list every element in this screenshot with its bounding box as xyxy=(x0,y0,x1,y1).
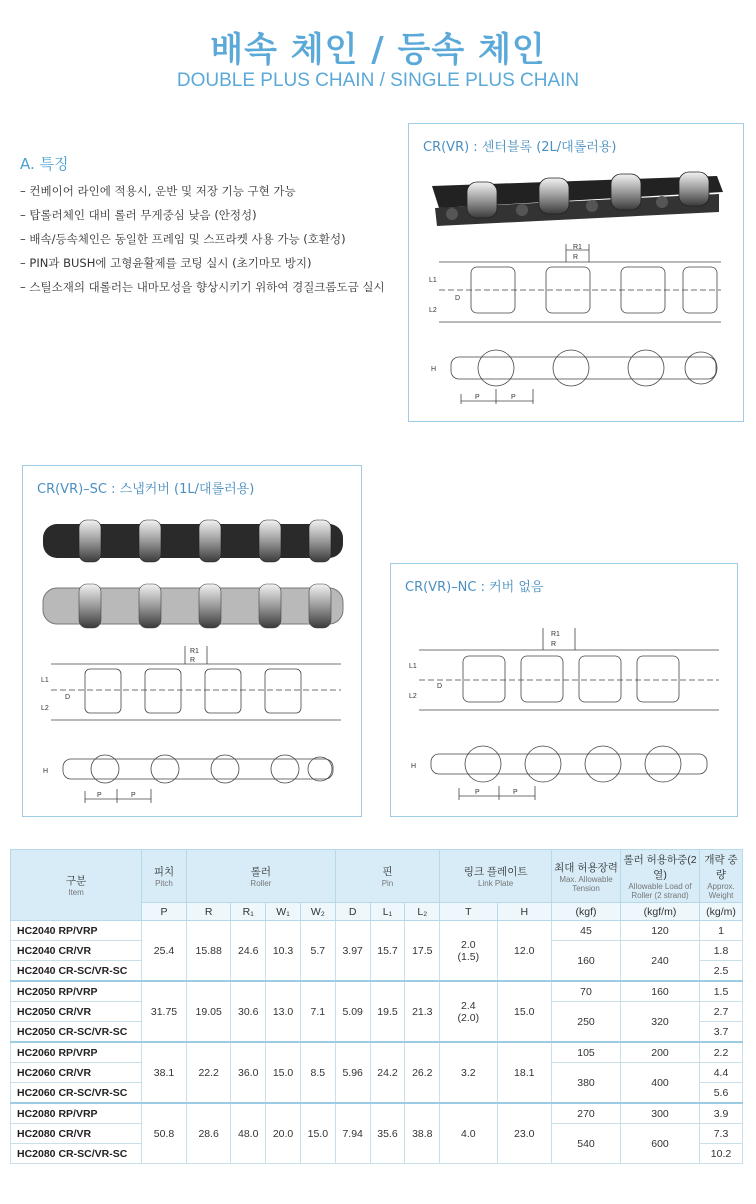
header-tension: 최대 허용장력 Max. Allowable Tension xyxy=(552,850,621,903)
table-cell: 50.8 xyxy=(142,1103,187,1164)
table-cell: 3.97 xyxy=(335,921,370,982)
table-cell: 160 xyxy=(552,941,621,982)
table-cell: 5.96 xyxy=(335,1042,370,1103)
table-cell: 24.2 xyxy=(370,1042,405,1103)
table-cell: HC2080 RP/VRP xyxy=(11,1103,142,1124)
l1-label: L1 xyxy=(409,663,417,670)
feature-item: – 배속/등속체인은 동일한 프레임 및 스프라켓 사용 가능 (호환성) xyxy=(20,232,346,246)
p-label: P xyxy=(511,394,516,401)
p-label: P xyxy=(97,792,102,799)
table-cell: 3.2 xyxy=(440,1042,497,1103)
features-section xyxy=(20,153,390,304)
table-cell: 4.0 xyxy=(440,1103,497,1164)
d-label: D xyxy=(455,295,461,302)
table-cell: 10.2 xyxy=(700,1144,743,1164)
table-cell: 400 xyxy=(621,1063,700,1104)
l1-label: L1 xyxy=(429,277,437,284)
table-cell: HC2040 CR-SC/VR-SC xyxy=(11,961,142,982)
chain-top-drawing-cr xyxy=(421,242,731,332)
chain-photo-sc-silver xyxy=(39,582,349,632)
chain-photo-sc-dark xyxy=(39,516,349,566)
l2-label: L2 xyxy=(41,705,49,712)
panel-sc xyxy=(22,465,362,817)
header-pin: 핀 Pin xyxy=(335,850,439,903)
table-cell: HC2060 CR-SC/VR-SC xyxy=(11,1083,142,1104)
l2-label: L2 xyxy=(429,307,437,314)
d-label: D xyxy=(437,683,443,690)
spec-table xyxy=(10,849,743,1164)
feature-item: – 컨베이어 라인에 적용시, 운반 및 저장 기능 구현 가능 xyxy=(20,184,296,198)
table-cell: HC2060 CR/VR xyxy=(11,1063,142,1083)
table-cell: 2.5 xyxy=(700,961,743,982)
table-cell: 540 xyxy=(552,1124,621,1164)
header-pitch: 피치 Pitch xyxy=(142,850,187,903)
table-cell: 2.2 xyxy=(700,1042,743,1063)
table-cell: 45 xyxy=(552,921,621,941)
spec-table-body xyxy=(11,921,743,1164)
panel-nc xyxy=(390,563,738,817)
table-cell: 38.8 xyxy=(405,1103,440,1164)
table-cell: 7.94 xyxy=(335,1103,370,1164)
header-load: 롤러 허용하중(2열) Allowable Load of Roller (2 strand) xyxy=(621,850,700,903)
table-cell: HC2040 CR/VR xyxy=(11,941,142,961)
symbol-cell: (kgf) xyxy=(552,903,621,921)
table-cell: 320 xyxy=(621,1002,700,1043)
table-cell: 19.05 xyxy=(187,981,231,1042)
table-cell: HC2040 RP/VRP xyxy=(11,921,142,941)
table-cell: 160 xyxy=(621,981,700,1002)
table-cell: HC2080 CR/VR xyxy=(11,1124,142,1144)
table-cell: 21.3 xyxy=(405,981,440,1042)
symbol-cell: P xyxy=(142,903,187,921)
table-cell: 31.75 xyxy=(142,981,187,1042)
table-cell: 25.4 xyxy=(142,921,187,982)
table-cell: 600 xyxy=(621,1124,700,1164)
symbol-cell: R xyxy=(187,903,231,921)
table-cell: 15.0 xyxy=(497,981,552,1042)
table-cell: 15.7 xyxy=(370,921,405,982)
table-row xyxy=(11,1042,743,1063)
symbol-cell: T xyxy=(440,903,497,921)
table-cell: 35.6 xyxy=(370,1103,405,1164)
header-weight: 개략 중량 Approx. Weight xyxy=(700,850,743,903)
table-cell: 105 xyxy=(552,1042,621,1063)
table-cell: 300 xyxy=(621,1103,700,1124)
table-cell: 24.6 xyxy=(231,921,266,982)
table-cell: 3.9 xyxy=(700,1103,743,1124)
h-label: H xyxy=(411,763,417,770)
chain-top-drawing-sc xyxy=(35,644,351,729)
table-cell: 5.09 xyxy=(335,981,370,1042)
chain-side-drawing-cr xyxy=(421,339,731,414)
table-cell: 7.1 xyxy=(300,981,335,1042)
table-cell: 200 xyxy=(621,1042,700,1063)
symbol-cell: L₂ xyxy=(405,903,440,921)
p-label: P xyxy=(513,789,518,796)
table-cell: 22.2 xyxy=(187,1042,231,1103)
table-cell: 28.6 xyxy=(187,1103,231,1164)
table-cell: 15.0 xyxy=(266,1042,301,1103)
table-cell: 2.4 (2.0) xyxy=(440,981,497,1042)
page-subtitle: DOUBLE PLUS CHAIN / SINGLE PLUS CHAIN xyxy=(176,70,580,91)
table-cell: 10.3 xyxy=(266,921,301,982)
table-cell: 8.5 xyxy=(300,1042,335,1103)
symbol-cell: D xyxy=(335,903,370,921)
h-label: H xyxy=(43,768,49,775)
table-cell: 2.7 xyxy=(700,1002,743,1022)
table-cell: 36.0 xyxy=(231,1042,266,1103)
table-cell: 26.2 xyxy=(405,1042,440,1103)
p-label: P xyxy=(475,394,480,401)
table-cell: 1.5 xyxy=(700,981,743,1002)
p-label: P xyxy=(475,789,480,796)
table-cell: 4.4 xyxy=(700,1063,743,1083)
symbol-cell: W₂ xyxy=(300,903,335,921)
table-cell: 120 xyxy=(621,921,700,941)
table-cell: 380 xyxy=(552,1063,621,1104)
r1-label: R1 xyxy=(551,631,560,638)
table-cell: 38.1 xyxy=(142,1042,187,1103)
r1-label: R1 xyxy=(573,244,582,251)
d-label: D xyxy=(65,694,71,701)
table-cell: 12.0 xyxy=(497,921,552,982)
table-cell: HC2080 CR-SC/VR-SC xyxy=(11,1144,142,1164)
table-cell: HC2050 CR/VR xyxy=(11,1002,142,1022)
panel-sc-title: CR(VR)–SC : 스냅커버 (1L/대롤러용) xyxy=(37,482,255,497)
table-cell: 2.0 (1.5) xyxy=(440,921,497,982)
table-cell: 240 xyxy=(621,941,700,982)
header-item: 구분 Item xyxy=(11,850,142,921)
header-link-plate: 링크 플레이트 Link Plate xyxy=(440,850,552,903)
table-cell: 5.6 xyxy=(700,1083,743,1104)
panel-cr-title: CR(VR) : 센터블록 (2L/대롤러용) xyxy=(423,140,617,155)
features-list xyxy=(20,184,390,294)
table-cell: 1.8 xyxy=(700,941,743,961)
table-cell: 20.0 xyxy=(266,1103,301,1164)
table-cell: 23.0 xyxy=(497,1103,552,1164)
table-cell: 15.0 xyxy=(300,1103,335,1164)
table-cell: 5.7 xyxy=(300,921,335,982)
l2-label: L2 xyxy=(409,693,417,700)
table-cell: HC2050 RP/VRP xyxy=(11,981,142,1002)
p-label: P xyxy=(131,792,136,799)
table-cell: HC2050 CR-SC/VR-SC xyxy=(11,1022,142,1043)
table-cell: 18.1 xyxy=(497,1042,552,1103)
table-cell: 48.0 xyxy=(231,1103,266,1164)
table-cell: HC2060 RP/VRP xyxy=(11,1042,142,1063)
symbol-cell: (kgf/m) xyxy=(621,903,700,921)
table-cell: 250 xyxy=(552,1002,621,1043)
symbol-cell: H xyxy=(497,903,552,921)
table-cell: 17.5 xyxy=(405,921,440,982)
header-roller: 롤러 Roller xyxy=(187,850,336,903)
panel-nc-title: CR(VR)–NC : 커버 없음 xyxy=(405,580,544,595)
features-heading: A. 특징 xyxy=(20,155,69,173)
r-label: R xyxy=(573,254,579,261)
table-cell: 7.3 xyxy=(700,1124,743,1144)
chain-side-drawing-nc xyxy=(403,734,729,806)
chain-side-drawing-sc xyxy=(35,741,351,809)
symbol-cell: R₁ xyxy=(231,903,266,921)
table-row xyxy=(11,1103,743,1124)
symbol-cell: (kg/m) xyxy=(700,903,743,921)
table-cell: 30.6 xyxy=(231,981,266,1042)
symbol-cell: W₁ xyxy=(266,903,301,921)
table-cell: 19.5 xyxy=(370,981,405,1042)
table-row xyxy=(11,981,743,1002)
symbol-cell: L₁ xyxy=(370,903,405,921)
chain-top-drawing-nc xyxy=(403,626,729,718)
h-label: H xyxy=(431,366,437,373)
table-cell: 15.88 xyxy=(187,921,231,982)
r1-label: R1 xyxy=(190,648,199,655)
page-title: 배속 체인 / 등속 체인 xyxy=(210,30,546,70)
table-cell: 270 xyxy=(552,1103,621,1124)
r-label: R xyxy=(551,641,557,648)
l1-label: L1 xyxy=(41,677,49,684)
panel-cr xyxy=(408,123,744,422)
table-row xyxy=(11,921,743,941)
r-label: R xyxy=(190,657,196,664)
feature-item: – PIN과 BUSH에 고형윤활제를 코팅 실시 (초기마모 방지) xyxy=(20,256,312,270)
table-cell: 3.7 xyxy=(700,1022,743,1043)
table-cell: 1 xyxy=(700,921,743,941)
table-cell: 13.0 xyxy=(266,981,301,1042)
chain-photo-cr xyxy=(427,164,727,234)
table-cell: 70 xyxy=(552,981,621,1002)
feature-item: – 탑롤러체인 대비 롤러 무게중심 낮음 (안정성) xyxy=(20,208,257,222)
feature-item: – 스틸소재의 대롤러는 내마모성을 향상시키기 위하여 경질크롬도금 실시 xyxy=(20,280,385,294)
